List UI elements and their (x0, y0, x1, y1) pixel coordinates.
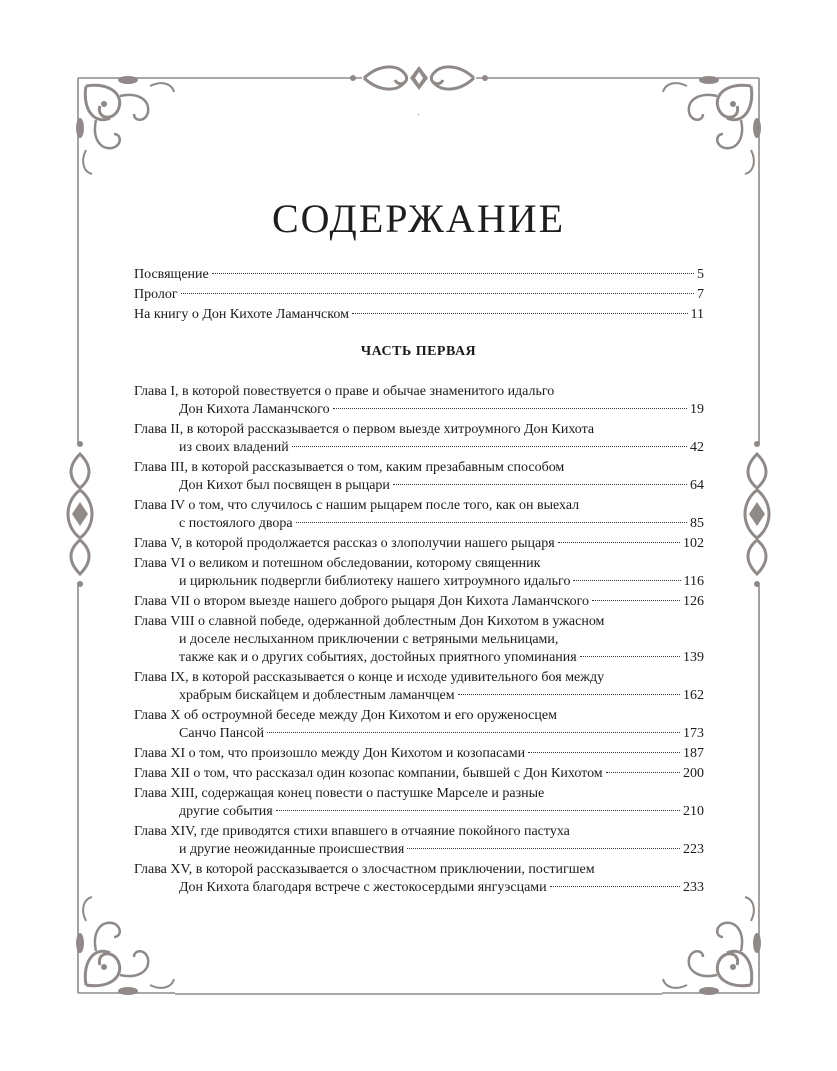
entry-label: Дон Кихота Ламанчского (179, 402, 330, 417)
toc-entry[interactable] (134, 745, 704, 763)
entry-text-line: Глава IV о том, что случилось с нашим рыцарем после того, как он выехал (134, 498, 580, 513)
leader-dots (276, 810, 680, 811)
entry-text-line: Глава III, в которой рассказывается о том, каким презабавным способом (134, 460, 565, 475)
entry-label: другие события (179, 804, 273, 819)
entry-page: 7 (697, 287, 704, 302)
toc-entry[interactable] (134, 497, 704, 533)
entry-label: На книгу о Дон Кихоте Ламанчском (134, 307, 349, 322)
entry-last-line (134, 725, 704, 743)
leader-dots (292, 446, 687, 447)
entry-last-line (134, 573, 704, 591)
leader-dots (296, 522, 687, 523)
entry-last-line (134, 687, 704, 705)
entry-page: 126 (683, 594, 704, 609)
entry-page: 85 (690, 516, 704, 531)
entry-label: Глава XII о том, что рассказал один козопас компании, бывшей с Дон Кихотом (134, 766, 603, 781)
entry-last-line (134, 841, 704, 859)
entry-page: 42 (690, 440, 704, 455)
entry-text-line: и доселе неслыханном приключении с ветряными мельницами, (179, 632, 559, 647)
entry-page: 173 (683, 726, 704, 741)
front-matter-list (134, 265, 704, 325)
entry-page: 210 (683, 804, 704, 819)
entry-last-line (134, 535, 704, 553)
entry-page: 11 (690, 307, 704, 322)
toc-entry[interactable] (134, 285, 704, 305)
leader-dots (573, 580, 680, 581)
entry-last-line (134, 649, 704, 667)
toc-entry[interactable] (134, 305, 704, 325)
leader-dots (558, 542, 680, 543)
toc-entry[interactable] (134, 265, 704, 285)
entry-text-line: Глава IX, в которой рассказывается о конце и исходе удивительного боя между (134, 670, 605, 685)
leader-dots (606, 772, 680, 773)
page-title: СОДЕРЖАНИЕ (271, 195, 566, 241)
entry-text-line: Глава XIV, где приводятся стихи впавшего в отчаяние покойного пастуха (134, 824, 570, 839)
entry-page: 187 (683, 746, 704, 761)
toc-entry[interactable] (134, 613, 704, 667)
entry-page: 162 (683, 688, 704, 703)
entry-last-line (134, 515, 704, 533)
entry-label: Посвящение (134, 267, 209, 282)
entry-text-line: Глава XV, в которой рассказывается о злосчастном приключении, постигшем (134, 862, 595, 877)
entry-page: 223 (683, 842, 704, 857)
entry-text-line: Глава I, в которой повествуется о праве и обычае знаменитого идальго (134, 384, 555, 399)
leader-dots (528, 752, 680, 753)
entry-label: Глава V, в которой продолжается рассказ о злополучии нашего рыцаря (134, 536, 555, 551)
part-heading: ЧАСТЬ ПЕРВАЯ (360, 344, 477, 359)
entry-last-line (134, 439, 704, 457)
page-mark (418, 114, 419, 115)
entry-label: Глава VII о втором выезде нашего доброго рыцаря Дон Кихота Ламанчского (134, 594, 589, 609)
entry-text-line: Глава XIII, содержащая конец повести о пастушке Марселе и разные (134, 786, 545, 801)
entry-last-line (134, 477, 704, 495)
toc-entry[interactable] (134, 861, 704, 897)
leader-dots (592, 600, 680, 601)
toc-entry[interactable] (134, 421, 704, 457)
entry-label: также как и о других событиях, достойных приятного упоминания (179, 650, 577, 665)
entry-page: 64 (690, 478, 704, 493)
entry-text-line: Глава X об остроумной беседе между Дон Кихотом и его оруженосцем (134, 708, 557, 723)
entry-last-line (134, 879, 704, 897)
entry-last-line (134, 401, 704, 419)
toc-entry[interactable] (134, 535, 704, 553)
leader-dots (352, 313, 688, 314)
entry-page: 139 (683, 650, 704, 665)
entry-label: храбрым бискайцем и доблестным ламанчцем (179, 688, 455, 703)
leader-dots (393, 484, 687, 485)
leader-dots (550, 886, 680, 887)
entry-label: Дон Кихот был посвящен в рыцари (179, 478, 390, 493)
entry-page: 200 (683, 766, 704, 781)
entry-text-line: Глава VIII о славной победе, одержанной доблестным Дон Кихотом в ужасном (134, 614, 605, 629)
entry-label: и цирюльник подвергли библиотеку нашего хитроумного идальго (179, 574, 571, 589)
entry-label: Глава XI о том, что произошло между Дон Кихотом и козопасами (134, 746, 526, 761)
toc-entry[interactable] (134, 383, 704, 419)
toc-entry[interactable] (134, 555, 704, 591)
entry-label: Санчо Пансой (179, 726, 265, 741)
entry-last-line (134, 803, 704, 821)
entry-page: 19 (690, 402, 704, 417)
toc-entry[interactable] (134, 765, 704, 783)
entry-page: 102 (683, 536, 704, 551)
entry-text-line: Глава VI о великом и потешном обследовании, которому священник (134, 556, 541, 571)
leader-dots (407, 848, 680, 849)
leader-dots (580, 656, 680, 657)
entry-page: 5 (697, 267, 704, 282)
leader-dots (333, 408, 687, 409)
toc-entry[interactable] (134, 707, 704, 743)
leader-dots (458, 694, 680, 695)
leader-dots (181, 293, 694, 294)
toc-entry[interactable] (134, 785, 704, 821)
entry-text-line: Глава II, в которой рассказывается о первом выезде хитроумного Дон Кихота (134, 422, 595, 437)
entry-last-line (134, 745, 704, 763)
toc-entry[interactable] (134, 459, 704, 495)
entry-last-line (134, 765, 704, 783)
entry-page: 116 (683, 574, 704, 589)
entry-page: 233 (683, 880, 704, 895)
entry-label: и другие неожиданные происшествия (179, 842, 405, 857)
chapter-list (134, 383, 704, 899)
entry-label: Пролог (134, 287, 178, 302)
toc-entry[interactable] (134, 823, 704, 859)
entry-label: из своих владений (179, 440, 289, 455)
entry-last-line (134, 593, 704, 611)
leader-dots (267, 732, 680, 733)
entry-label: с постоялого двора (179, 516, 293, 531)
toc-entry[interactable] (134, 593, 704, 611)
toc-entry[interactable] (134, 669, 704, 705)
entry-label: Дон Кихота благодаря встрече с жестокосердыми янгуэсцами (179, 880, 547, 895)
leader-dots (212, 273, 694, 274)
